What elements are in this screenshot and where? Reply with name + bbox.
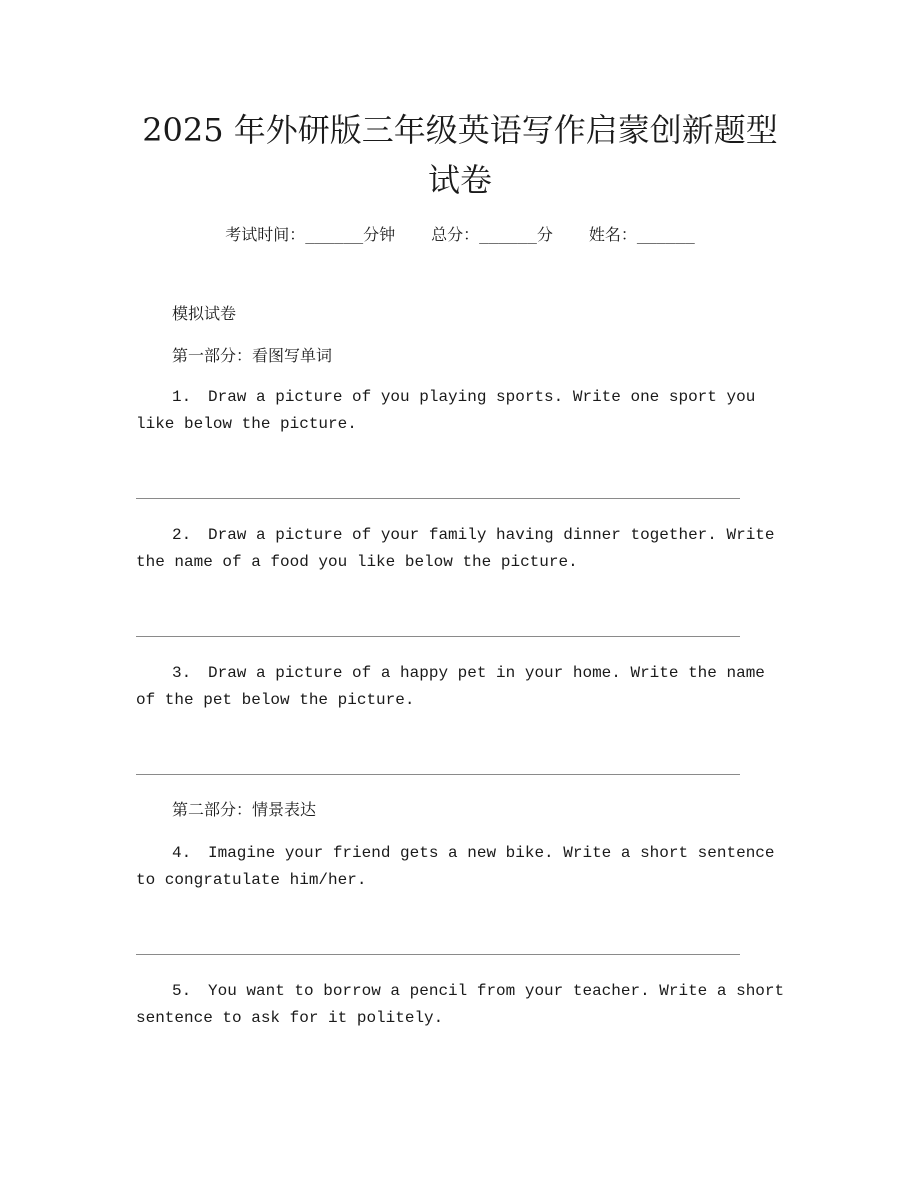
question-number: 4. [172,844,192,862]
question-text: Draw a picture of a happy pet in your home. Write the name of the pet below the picture. [136,664,765,709]
question-number: 1. [172,388,192,406]
answer-line-3[interactable] [136,774,740,775]
answer-line-4[interactable] [136,954,740,955]
exam-title-line1: 2025 年外研版三年级英语写作启蒙创新题型 [142,111,778,149]
question-text: You want to borrow a pencil from your teacher. Write a short sentence to ask for it politely. [136,982,785,1027]
question-number: 5. [172,982,192,1000]
answer-line-2[interactable] [136,636,740,637]
section-title-1: 第一部分：看图写单词 [172,346,333,365]
question-3 [136,660,786,714]
question-4 [136,840,786,894]
question-text: Imagine your friend gets a new bike. Write a short sentence to congratulate him/her. [136,844,775,889]
answer-line-1[interactable] [136,498,740,499]
question-text: Draw a picture of your family having dinner together. Write the name of a food you like below the picture. [136,526,775,571]
intro-label: 模拟试卷 [172,304,237,323]
name-field: 姓名：______ [588,225,695,244]
exam-title-line2: 试卷 [427,161,492,199]
score-field: 总分：______分 [431,225,553,244]
question-text: Draw a picture of you playing sports. Write one sport you like below the picture. [136,388,756,433]
question-number: 2. [172,526,192,544]
time-field: 考试时间：______分钟 [225,225,396,244]
question-2 [136,522,786,576]
section-title-2: 第二部分：情景表达 [172,800,317,819]
exam-meta [0,222,920,245]
question-1 [136,384,786,438]
question-number: 3. [172,664,192,682]
question-5 [136,978,786,1032]
